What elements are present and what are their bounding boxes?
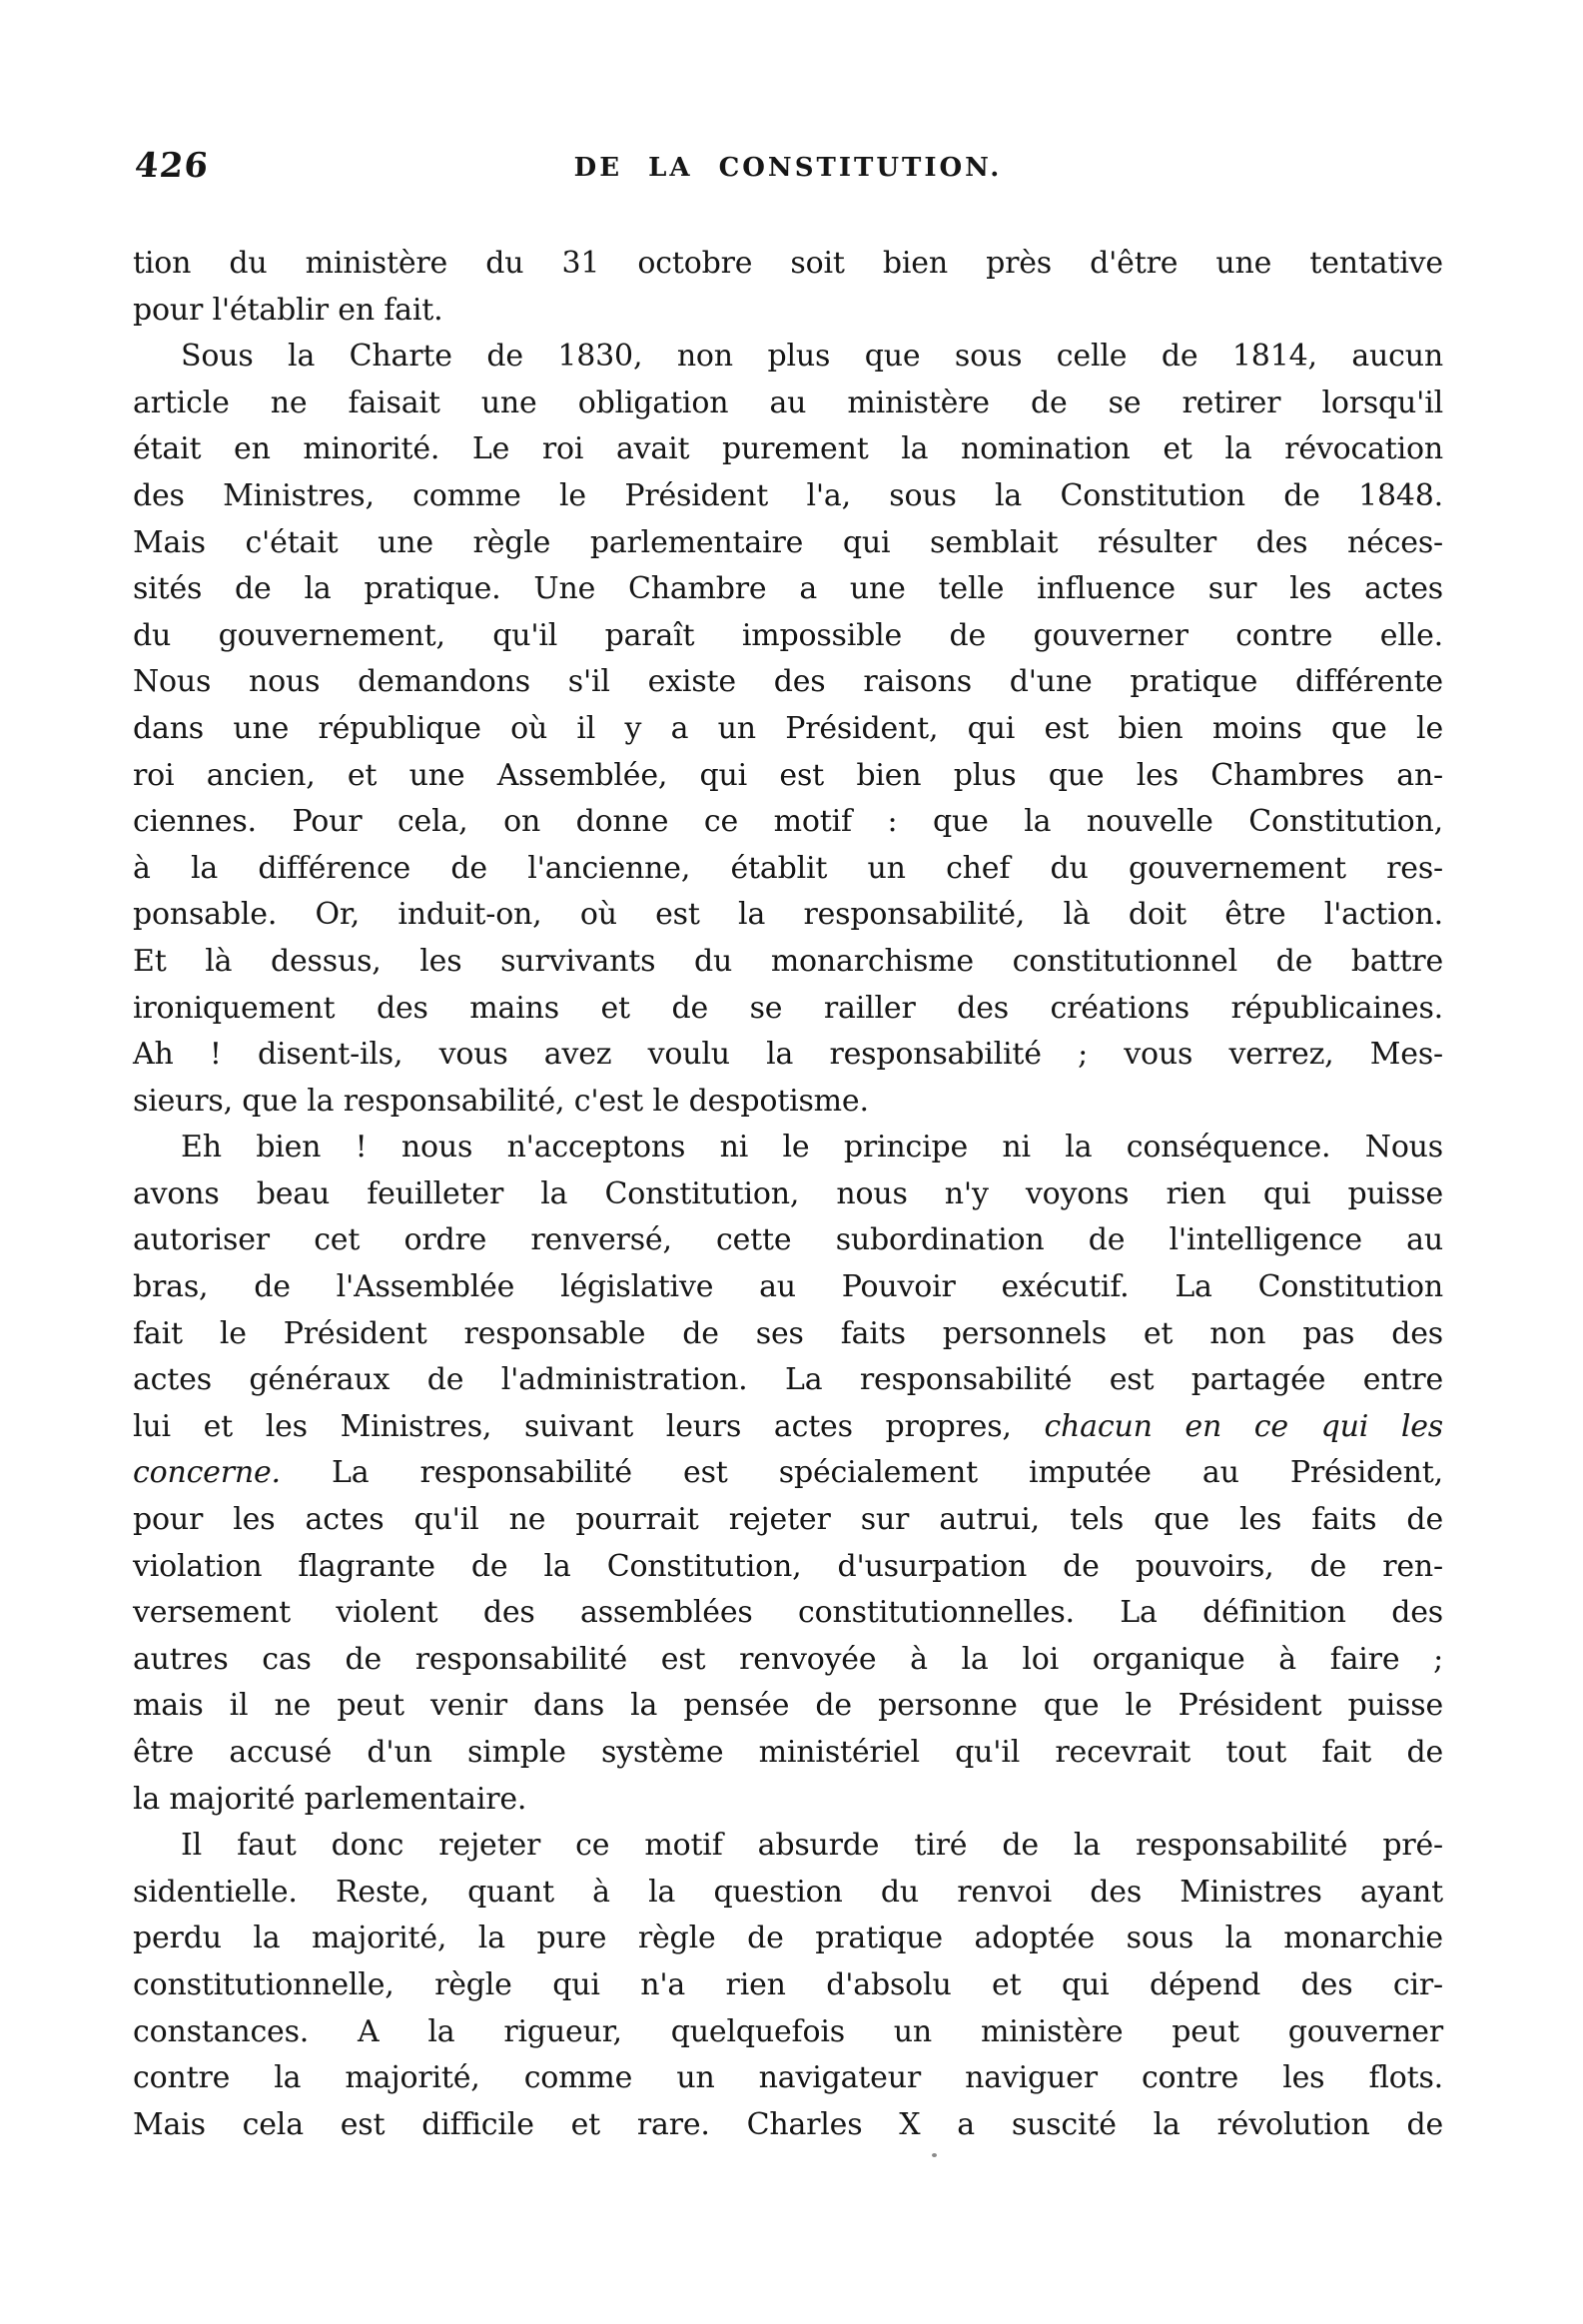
text-run: ciennes. Pour cela, on donne ce motif : que la nouvelle Constitution, [133, 804, 1443, 840]
text-line [133, 753, 1443, 800]
text-line [133, 1079, 1443, 1126]
text-line [133, 1171, 1443, 1218]
text-line [133, 1032, 1443, 1079]
text-run: article ne faisait une obligation au ministère de se retirer lorsqu'il [133, 385, 1443, 420]
text-line [133, 2055, 1443, 2102]
italic-text-run: chacun en ce qui les [1044, 1408, 1443, 1444]
text-line [133, 892, 1443, 939]
text-line [133, 566, 1443, 613]
text-line [133, 473, 1443, 520]
text-line [133, 1311, 1443, 1358]
text-run: Et là dessus, les survivants du monarchisme constitutionnel de battre [133, 943, 1443, 979]
text-line [133, 799, 1443, 846]
text-run: mais il ne peut venir dans la pensée de personne que le Président puisse [133, 1688, 1443, 1724]
text-line [133, 520, 1443, 567]
text-line [133, 2009, 1443, 2056]
text-run: Eh bien ! nous n'acceptons ni le principe ni la conséquence. Nous [181, 1130, 1443, 1165]
text-run: constitutionnelle, règle qui n'a rien d'absolu et qui dépend des cir- [133, 1966, 1443, 2002]
text-line [133, 1730, 1443, 1777]
text-line [133, 1683, 1443, 1730]
text-run: fait le Président responsable de ses faits personnels et non pas des [133, 1315, 1443, 1351]
text-line [133, 613, 1443, 660]
text-run: perdu la majorité, la pure règle de pratique adoptée sous la monarchie [133, 1921, 1443, 1956]
italic-text-run: concerne. [133, 1455, 281, 1491]
text-line [133, 1217, 1443, 1264]
text-line [133, 241, 1443, 288]
text-run: roi ancien, et une Assemblée, qui est bien plus que les Chambres an- [133, 757, 1443, 793]
text-run: actes généraux de l'administration. La responsabilité est partagée entre [133, 1362, 1443, 1398]
text-run: constances. A la rigueur, quelquefois un ministère peut gouverner [133, 2013, 1443, 2049]
text-line [133, 706, 1443, 753]
text-run: lui et les Ministres, suivant leurs actes propres, [133, 1408, 1045, 1444]
text-run: ironiquement des mains et de se railler des créations républicaines. [133, 990, 1443, 1026]
text-line [133, 846, 1443, 893]
text-run: des Ministres, comme le Président l'a, sous la Constitution de 1848. [133, 477, 1443, 513]
text-run: dans une république où il y a un Président, qui est bien moins que le [133, 710, 1443, 746]
text-line [133, 1497, 1443, 1544]
text-line [133, 288, 1443, 335]
text-line [133, 1450, 1443, 1497]
text-line [133, 659, 1443, 706]
text-line [133, 2102, 1443, 2149]
text-line [133, 1357, 1443, 1404]
page-header [133, 146, 1443, 198]
text-line [133, 939, 1443, 986]
text-run: La responsabilité est spécialement imputée au Président, [280, 1455, 1443, 1491]
text-run: sités de la pratique. Une Chambre a une telle influence sur les actes [133, 571, 1443, 607]
text-line [133, 1590, 1443, 1637]
text-run: contre la majorité, comme un navigateur naviguer contre les flots. [133, 2060, 1443, 2096]
text-run: pour l'établir en fait. [133, 292, 443, 328]
text-run: violation flagrante de la Constitution, d'usurpation de pouvoirs, de ren- [133, 1548, 1443, 1584]
text-line [133, 1544, 1443, 1591]
text-run: autres cas de responsabilité est renvoyée à la loi organique à faire ; [133, 1641, 1443, 1677]
scan-speck [932, 2153, 937, 2157]
text-run: sidentielle. Reste, quant à la question du renvoi des Ministres ayant [133, 1874, 1443, 1910]
text-run: la majorité parlementaire. [133, 1781, 527, 1817]
text-run: tion du ministère du 31 octobre soit bien près d'être une tentative [133, 246, 1443, 281]
text-block [133, 241, 1443, 2148]
text-line [133, 1962, 1443, 2009]
text-run: Ah ! disent-ils, vous avez voulu la responsabilité ; vous verrez, Mes- [133, 1037, 1443, 1073]
text-line [133, 381, 1443, 427]
text-line [133, 1264, 1443, 1311]
text-line [133, 1916, 1443, 1962]
text-line [133, 1404, 1443, 1451]
text-run: sieurs, que la responsabilité, c'est le despotisme. [133, 1083, 869, 1119]
text-line [133, 426, 1443, 473]
text-run: ponsable. Or, induit-on, où est la responsabilité, là doit être l'action. [133, 897, 1443, 933]
text-run: être accusé d'un simple système ministériel qu'il recevrait tout fait de [133, 1735, 1443, 1770]
text-run: Il faut donc rejeter ce motif absurde tiré de la responsabilité pré- [181, 1828, 1443, 1864]
text-run: versement violent des assemblées constitutionnelles. La définition des [133, 1595, 1443, 1631]
text-run: Mais cela est difficile et rare. Charles X a suscité la révolution de [133, 2106, 1443, 2142]
text-run: à la différence de l'ancienne, établit un chef du gouvernement res- [133, 850, 1443, 886]
text-run: Mais c'était une règle parlementaire qui semblait résulter des néces- [133, 524, 1443, 560]
text-line [133, 1637, 1443, 1684]
text-line [133, 1823, 1443, 1870]
text-run: bras, de l'Assemblée législative au Pouvoir exécutif. La Constitution [133, 1269, 1443, 1305]
text-line [133, 1777, 1443, 1824]
text-run: avons beau feuilleter la Constitution, nous n'y voyons rien qui puisse [133, 1175, 1443, 1211]
text-run: pour les actes qu'il ne pourrait rejeter sur autrui, tels que les faits de [133, 1502, 1443, 1538]
text-run: Sous la Charte de 1830, non plus que sous celle de 1814, aucun [181, 339, 1443, 375]
page-number: 426 [133, 146, 211, 186]
text-line [133, 334, 1443, 381]
text-run: était en minorité. Le roi avait purement la nomination et la révocation [133, 431, 1443, 467]
text-run: du gouvernement, qu'il paraît impossible de gouverner contre elle. [133, 617, 1443, 653]
running-title: DE LA CONSTITUTION. [573, 153, 1003, 183]
text-line [133, 1870, 1443, 1917]
text-line [133, 986, 1443, 1033]
text-run: autoriser cet ordre renversé, cette subordination de l'intelligence au [133, 1222, 1443, 1258]
text-line [133, 1125, 1443, 1171]
text-run: Nous nous demandons s'il existe des raisons d'une pratique différente [133, 664, 1443, 700]
